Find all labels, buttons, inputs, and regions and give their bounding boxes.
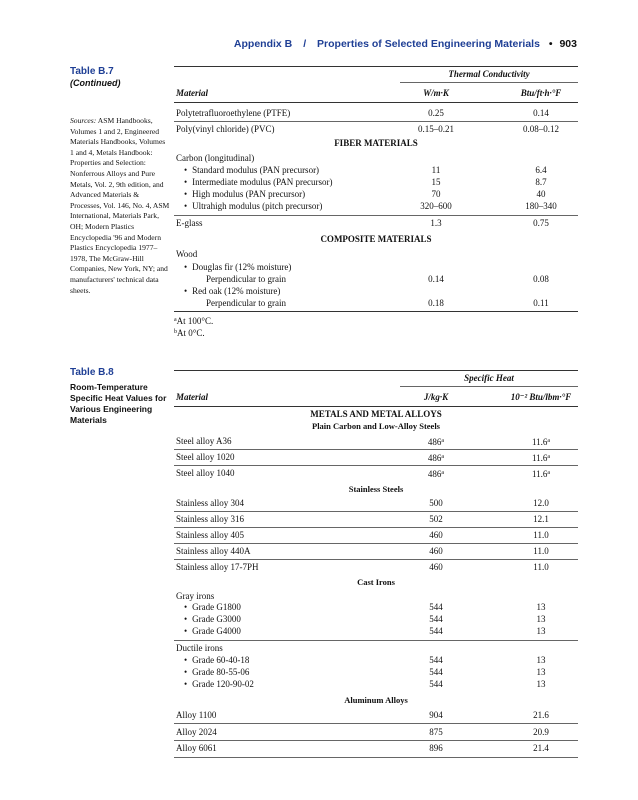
b8-sub-aluminum: Aluminum Alloys bbox=[344, 695, 408, 705]
b7-row-si: 0.15–0.21 bbox=[418, 124, 454, 134]
b8-stainless-us: 12.0 bbox=[533, 498, 549, 508]
b8-gray-us: 13 bbox=[536, 614, 546, 624]
b7-carbon-label: Carbon (longitudinal) bbox=[176, 153, 255, 163]
b8-stainless-us: 11.0 bbox=[533, 530, 549, 540]
b8-gray-si: 544 bbox=[429, 602, 443, 612]
header-bullet: • bbox=[548, 38, 553, 50]
b7-row-us: 0.08–0.12 bbox=[523, 124, 559, 134]
b8-ductile-si: 544 bbox=[429, 655, 443, 665]
b8-col-material: Material bbox=[176, 392, 209, 402]
table-b7-continued: (Continued) bbox=[70, 78, 121, 88]
b8-aluminum-row: Alloy 6061 bbox=[176, 743, 217, 753]
b7-carbon-si: 70 bbox=[431, 189, 441, 199]
b7-col-si: W/m·K bbox=[423, 88, 449, 98]
b8-stainless-si: 460 bbox=[429, 546, 443, 556]
b7-carbon-row: • Intermediate modulus (PAN precursor) bbox=[184, 177, 333, 188]
sources-label: Sources: bbox=[70, 116, 97, 125]
value: 11.6 bbox=[531, 453, 548, 463]
b8-aluminum-si: 875 bbox=[429, 727, 443, 737]
b8-aluminum-row: Alloy 2024 bbox=[176, 727, 217, 737]
b8-section-metals: METALS AND METAL ALLOYS bbox=[310, 409, 442, 419]
note: a bbox=[547, 470, 551, 476]
b8-steel-si bbox=[400, 468, 472, 480]
b7-row-us: 0.14 bbox=[533, 108, 549, 118]
b8-gray-si: 544 bbox=[429, 614, 443, 624]
b7-douglas-row: Perpendicular to grain bbox=[206, 274, 286, 284]
b7-eglass-us: 0.75 bbox=[533, 218, 549, 228]
b8-steel-si bbox=[400, 452, 472, 464]
b8-aluminum-si: 904 bbox=[429, 710, 443, 720]
b8-gray-row: • Grade G4000 bbox=[184, 626, 241, 637]
b7-carbon-us: 40 bbox=[536, 189, 546, 199]
b8-steel-us bbox=[504, 468, 578, 480]
running-header bbox=[0, 38, 577, 50]
b8-aluminum-us: 21.6 bbox=[533, 710, 549, 720]
b8-aluminum-us: 21.4 bbox=[533, 743, 549, 753]
note: a bbox=[441, 438, 445, 444]
b8-steel-us bbox=[504, 452, 578, 464]
b7-redoak-us: 0.11 bbox=[533, 298, 549, 308]
b7-col-us: Btu/ft·h·°F bbox=[520, 88, 562, 98]
b8-stainless-us: 11.0 bbox=[533, 562, 549, 572]
b8-ductile-us: 13 bbox=[536, 679, 546, 689]
appendix-label: Appendix B bbox=[233, 38, 293, 50]
b7-row-si: 0.25 bbox=[428, 108, 444, 118]
b7-carbon-row: • Ultrahigh modulus (pitch precursor) bbox=[184, 201, 322, 212]
b7-carbon-si: 15 bbox=[431, 177, 441, 187]
b8-steel-si bbox=[400, 436, 472, 448]
b7-wood-label: Wood bbox=[176, 249, 198, 259]
b8-stainless-si: 460 bbox=[429, 562, 443, 572]
b8-ductile-si: 544 bbox=[429, 667, 443, 677]
table-b7-number: Table B.7 bbox=[70, 66, 114, 77]
b7-douglas-us: 0.08 bbox=[533, 274, 549, 284]
b7-eglass: E-glass bbox=[176, 218, 203, 228]
b8-sub-carbon: Plain Carbon and Low-Alloy Steels bbox=[312, 421, 440, 431]
b8-steel-row: Steel alloy 1040 bbox=[176, 468, 235, 478]
b8-ductile-si: 544 bbox=[429, 679, 443, 689]
b8-stainless-si: 460 bbox=[429, 530, 443, 540]
b7-col-material: Material bbox=[176, 88, 209, 98]
b7-carbon-us: 6.4 bbox=[535, 165, 547, 175]
value: 486 bbox=[427, 453, 442, 463]
table-b7 bbox=[174, 66, 578, 351]
note: a bbox=[441, 470, 445, 476]
note: a bbox=[547, 454, 551, 460]
b8-col-us: 10⁻² Btu/lbm·°F bbox=[510, 392, 572, 402]
b8-steel-us bbox=[504, 436, 578, 448]
table-b8 bbox=[174, 370, 578, 760]
table-b8-caption: Room-Temperature Specific Heat Values for Various Engineering Materials bbox=[70, 382, 167, 425]
b8-stainless-row: Stainless alloy 316 bbox=[176, 514, 244, 524]
value: 486 bbox=[427, 437, 442, 447]
b7-carbon-us: 8.7 bbox=[535, 177, 547, 187]
note: a bbox=[441, 454, 445, 460]
b8-gray-us: 13 bbox=[536, 626, 546, 636]
b7-douglas-si: 0.14 bbox=[428, 274, 444, 284]
b7-row-material: Polytetrafluoroethylene (PTFE) bbox=[176, 108, 291, 118]
b8-gray-si: 544 bbox=[429, 626, 443, 636]
b7-footnote-a bbox=[174, 315, 213, 327]
b8-stainless-row: Stainless alloy 440A bbox=[176, 546, 251, 556]
b8-sub-stainless: Stainless Steels bbox=[348, 484, 404, 494]
footnote-text: At 100°C. bbox=[176, 316, 214, 326]
value: 11.6 bbox=[531, 469, 548, 479]
b8-col-si: J/kg·K bbox=[423, 392, 449, 402]
b7-douglas-label: • Douglas fir (12% moisture) bbox=[184, 262, 291, 273]
page-number: 903 bbox=[559, 38, 577, 50]
b7-carbon-si: 11 bbox=[431, 165, 441, 175]
b8-gray-row: • Grade G1800 bbox=[184, 602, 241, 613]
b7-section-fiber: FIBER MATERIALS bbox=[334, 138, 418, 148]
b8-group-header: Specific Heat bbox=[464, 373, 514, 383]
b8-steel-row: Steel alloy A36 bbox=[176, 436, 232, 446]
b7-carbon-si: 320–600 bbox=[420, 201, 452, 211]
table-b7-sidebar bbox=[70, 66, 170, 88]
b8-ductile-us: 13 bbox=[536, 655, 546, 665]
b8-gray-us: 13 bbox=[536, 602, 546, 612]
b8-stainless-si: 502 bbox=[429, 514, 443, 524]
b8-stainless-row: Stainless alloy 17-7PH bbox=[176, 562, 259, 572]
b8-ductile-row: • Grade 60-40-18 bbox=[184, 655, 249, 666]
b7-eglass-si: 1.3 bbox=[430, 218, 442, 228]
b7-redoak-label: • Red oak (12% moisture) bbox=[184, 286, 280, 297]
footnote-mark: b bbox=[174, 329, 177, 335]
sources-text: ASM Handbooks, Volumes 1 and 2, Engineered Materials Handbooks, Volumes 1 and 4, Metals Handbook: Properties and Selection: Nonferrous Alloys and Pure Metals, Vol. 2, 9th edition, and Advanced Materials & Processes, Vol. 146, No. 4, ASM International, Materials Park, OH; Modern Plastics Encyclopedia '96 and Modern Plastics Encyclopedia 1977–1978, The McGraw-Hill Companies, New York, NY; and manufacturers' technical data sheets. bbox=[70, 116, 170, 295]
b8-stainless-si: 500 bbox=[429, 498, 443, 508]
b7-redoak-si: 0.18 bbox=[428, 298, 444, 308]
b8-ductile-row: • Grade 80-55-06 bbox=[184, 667, 249, 678]
table-b7-sources bbox=[70, 116, 170, 296]
footnote-text: At 0°C. bbox=[177, 328, 205, 338]
b8-stainless-row: Stainless alloy 405 bbox=[176, 530, 244, 540]
b8-stainless-us: 11.0 bbox=[533, 546, 549, 556]
b8-ductile-row: • Grade 120-90-02 bbox=[184, 679, 254, 690]
b8-steel-row: Steel alloy 1020 bbox=[176, 452, 235, 462]
value: 11.6 bbox=[531, 437, 548, 447]
b8-aluminum-us: 20.9 bbox=[533, 727, 549, 737]
table-b8-number: Table B.8 bbox=[70, 367, 114, 378]
b7-section-composite: COMPOSITE MATERIALS bbox=[320, 234, 432, 244]
note: a bbox=[547, 438, 551, 444]
b8-ductile-us: 13 bbox=[536, 667, 546, 677]
value: 486 bbox=[427, 469, 442, 479]
b8-aluminum-si: 896 bbox=[429, 743, 443, 753]
footnote-mark: a bbox=[174, 317, 177, 323]
b8-ductile-label: Ductile irons bbox=[176, 643, 223, 653]
b8-sub-cast: Cast Irons bbox=[357, 577, 395, 587]
b8-stainless-us: 12.1 bbox=[533, 514, 549, 524]
b7-redoak-row: Perpendicular to grain bbox=[206, 298, 286, 308]
b7-footnote-b bbox=[174, 327, 205, 339]
b8-gray-row: • Grade G3000 bbox=[184, 614, 241, 625]
b7-row-material: Poly(vinyl chloride) (PVC) bbox=[176, 124, 275, 134]
header-separator: / bbox=[303, 38, 307, 50]
appendix-title: Properties of Selected Engineering Materials bbox=[317, 38, 540, 50]
b7-carbon-row: • Standard modulus (PAN precursor) bbox=[184, 165, 319, 176]
b7-carbon-row: • High modulus (PAN precursor) bbox=[184, 189, 305, 200]
b8-gray-label: Gray irons bbox=[176, 591, 215, 601]
table-b8-sidebar bbox=[70, 367, 170, 426]
b8-aluminum-row: Alloy 1100 bbox=[176, 710, 217, 720]
b7-carbon-us: 180–340 bbox=[525, 201, 557, 211]
b7-group-header: Thermal Conductivity bbox=[448, 69, 530, 79]
b8-stainless-row: Stainless alloy 304 bbox=[176, 498, 244, 508]
